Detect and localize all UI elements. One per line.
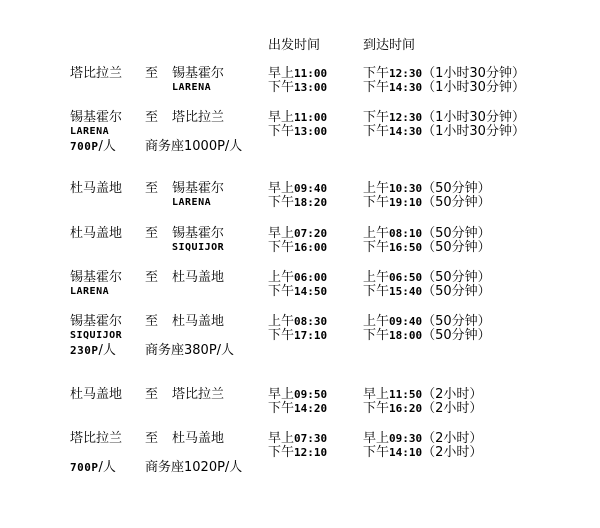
business-price: 商务座1020P/人 xyxy=(145,460,243,475)
time-period: 下午 xyxy=(363,124,390,139)
route-separator: 至 xyxy=(145,387,159,402)
clock-time: 16:20 xyxy=(389,402,423,415)
trip-duration: （50分钟） xyxy=(422,181,491,196)
clock-time: 09:50 xyxy=(294,388,328,401)
economy-price xyxy=(70,343,116,358)
clock-time: 16:50 xyxy=(389,241,423,254)
departure-time xyxy=(268,285,327,299)
time-period: 早上 xyxy=(268,110,295,125)
time-period: 下午 xyxy=(363,80,390,95)
trip-duration: （50分钟） xyxy=(422,314,491,329)
clock-time: 14:30 xyxy=(389,125,423,138)
departure-time xyxy=(268,67,327,81)
route-separator: 至 xyxy=(145,431,159,446)
clock-time: 09:40 xyxy=(294,182,328,195)
clock-time: 19:10 xyxy=(389,196,423,209)
origin-port: LARENA xyxy=(70,286,110,297)
arrival-time xyxy=(363,196,491,210)
destination-port: SIQUIJOR xyxy=(172,242,225,253)
route-destination: 塔比拉兰 xyxy=(172,387,225,402)
arrival-time xyxy=(363,388,482,402)
route-origin: 锡基霍尔 xyxy=(70,270,123,285)
clock-time: 15:40 xyxy=(389,285,423,298)
arrival-time xyxy=(363,241,491,255)
clock-time: 09:40 xyxy=(389,315,423,328)
route-separator: 至 xyxy=(145,110,159,125)
arrival-time xyxy=(363,67,525,81)
clock-time: 08:30 xyxy=(294,315,328,328)
route-destination: 杜马盖地 xyxy=(172,314,225,329)
time-period: 下午 xyxy=(363,445,390,460)
economy-price-value: 700P xyxy=(70,140,99,153)
route-separator: 至 xyxy=(145,66,159,81)
arrival-time xyxy=(363,329,491,343)
departure-time xyxy=(268,402,327,416)
clock-time: 18:00 xyxy=(389,329,423,342)
destination-port: LARENA xyxy=(172,197,212,208)
clock-time: 13:00 xyxy=(294,125,328,138)
header-departure: 出发时间 xyxy=(268,38,321,53)
trip-duration: （1小时30分钟） xyxy=(422,110,525,125)
time-period: 下午 xyxy=(268,240,295,255)
arrival-time xyxy=(363,271,491,285)
departure-time xyxy=(268,388,327,402)
arrival-time xyxy=(363,432,482,446)
time-period: 下午 xyxy=(363,401,390,416)
route-separator: 至 xyxy=(145,226,159,241)
departure-time xyxy=(268,81,327,95)
clock-time: 11:50 xyxy=(389,388,423,401)
time-period: 下午 xyxy=(363,240,390,255)
departure-time xyxy=(268,446,327,460)
clock-time: 18:20 xyxy=(294,196,328,209)
arrival-time xyxy=(363,111,525,125)
route-destination: 锡基霍尔 xyxy=(172,66,225,81)
clock-time: 06:00 xyxy=(294,271,328,284)
clock-time: 12:30 xyxy=(389,111,423,124)
economy-price-value: 700P xyxy=(70,461,99,474)
header-arrival: 到达时间 xyxy=(363,38,416,53)
clock-time: 13:00 xyxy=(294,81,328,94)
route-destination: 锡基霍尔 xyxy=(172,181,225,196)
business-price: 商务座380P/人 xyxy=(145,343,235,358)
time-period: 下午 xyxy=(268,195,295,210)
route-separator: 至 xyxy=(145,270,159,285)
trip-duration: （50分钟） xyxy=(422,195,491,210)
departure-time xyxy=(268,315,327,329)
arrival-time xyxy=(363,446,482,460)
time-period: 下午 xyxy=(268,401,295,416)
trip-duration: （50分钟） xyxy=(422,284,491,299)
trip-duration: （50分钟） xyxy=(422,328,491,343)
clock-time: 07:20 xyxy=(294,227,328,240)
clock-time: 16:00 xyxy=(294,241,328,254)
economy-price-value: 230P xyxy=(70,344,99,357)
departure-time xyxy=(268,329,327,343)
departure-time xyxy=(268,196,327,210)
clock-time: 12:10 xyxy=(294,446,328,459)
clock-time: 08:10 xyxy=(389,227,423,240)
time-period: 下午 xyxy=(268,284,295,299)
time-period: 早上 xyxy=(268,387,295,402)
time-period: 早上 xyxy=(268,431,295,446)
time-period: 下午 xyxy=(363,66,390,81)
time-period: 下午 xyxy=(268,124,295,139)
route-origin: 锡基霍尔 xyxy=(70,110,123,125)
clock-time: 17:10 xyxy=(294,329,328,342)
time-period: 上午 xyxy=(363,270,390,285)
time-period: 早上 xyxy=(268,66,295,81)
economy-price xyxy=(70,460,116,475)
time-period: 早上 xyxy=(268,181,295,196)
destination-port: LARENA xyxy=(172,82,212,93)
departure-time xyxy=(268,125,327,139)
route-origin: 杜马盖地 xyxy=(70,387,123,402)
economy-price-unit: /人 xyxy=(98,343,116,358)
trip-duration: （50分钟） xyxy=(422,226,491,241)
trip-duration: （2小时） xyxy=(422,401,483,416)
departure-time xyxy=(268,182,327,196)
trip-duration: （1小时30分钟） xyxy=(422,124,525,139)
time-period: 上午 xyxy=(363,226,390,241)
trip-duration: （50分钟） xyxy=(422,240,491,255)
clock-time: 10:30 xyxy=(389,182,423,195)
route-destination: 杜马盖地 xyxy=(172,270,225,285)
departure-time xyxy=(268,241,327,255)
economy-price-unit: /人 xyxy=(98,460,116,475)
time-period: 早上 xyxy=(268,226,295,241)
clock-time: 14:20 xyxy=(294,402,328,415)
departure-time xyxy=(268,111,327,125)
arrival-time xyxy=(363,125,525,139)
route-origin: 锡基霍尔 xyxy=(70,314,123,329)
time-period: 下午 xyxy=(268,80,295,95)
clock-time: 06:50 xyxy=(389,271,423,284)
time-period: 下午 xyxy=(268,328,295,343)
arrival-time xyxy=(363,182,491,196)
trip-duration: （1小时30分钟） xyxy=(422,66,525,81)
business-price: 商务座1000P/人 xyxy=(145,139,243,154)
trip-duration: （2小时） xyxy=(422,431,483,446)
departure-time xyxy=(268,227,327,241)
arrival-time xyxy=(363,285,491,299)
clock-time: 14:10 xyxy=(389,446,423,459)
time-period: 上午 xyxy=(363,314,390,329)
route-origin: 塔比拉兰 xyxy=(70,66,123,81)
route-destination: 塔比拉兰 xyxy=(172,110,225,125)
route-separator: 至 xyxy=(145,181,159,196)
route-separator: 至 xyxy=(145,314,159,329)
time-period: 下午 xyxy=(268,445,295,460)
route-origin: 杜马盖地 xyxy=(70,226,123,241)
trip-duration: （2小时） xyxy=(422,387,483,402)
departure-time xyxy=(268,432,327,446)
time-period: 上午 xyxy=(268,314,295,329)
clock-time: 12:30 xyxy=(389,67,423,80)
origin-port: LARENA xyxy=(70,126,110,137)
time-period: 下午 xyxy=(363,110,390,125)
clock-time: 09:30 xyxy=(389,432,423,445)
time-period: 上午 xyxy=(268,270,295,285)
clock-time: 07:30 xyxy=(294,432,328,445)
trip-duration: （1小时30分钟） xyxy=(422,80,525,95)
economy-price-unit: /人 xyxy=(98,139,116,154)
origin-port: SIQUIJOR xyxy=(70,330,123,341)
time-period: 下午 xyxy=(363,328,390,343)
route-destination: 杜马盖地 xyxy=(172,431,225,446)
route-origin: 塔比拉兰 xyxy=(70,431,123,446)
arrival-time xyxy=(363,81,525,95)
economy-price xyxy=(70,139,116,154)
route-origin: 杜马盖地 xyxy=(70,181,123,196)
clock-time: 14:50 xyxy=(294,285,328,298)
clock-time: 14:30 xyxy=(389,81,423,94)
departure-time xyxy=(268,271,327,285)
time-period: 上午 xyxy=(363,181,390,196)
arrival-time xyxy=(363,402,482,416)
clock-time: 11:00 xyxy=(294,111,328,124)
time-period: 下午 xyxy=(363,284,390,299)
arrival-time xyxy=(363,227,491,241)
time-period: 早上 xyxy=(363,387,390,402)
clock-time: 11:00 xyxy=(294,67,328,80)
time-period: 早上 xyxy=(363,431,390,446)
trip-duration: （50分钟） xyxy=(422,270,491,285)
route-destination: 锡基霍尔 xyxy=(172,226,225,241)
trip-duration: （2小时） xyxy=(422,445,483,460)
arrival-time xyxy=(363,315,491,329)
time-period: 下午 xyxy=(363,195,390,210)
